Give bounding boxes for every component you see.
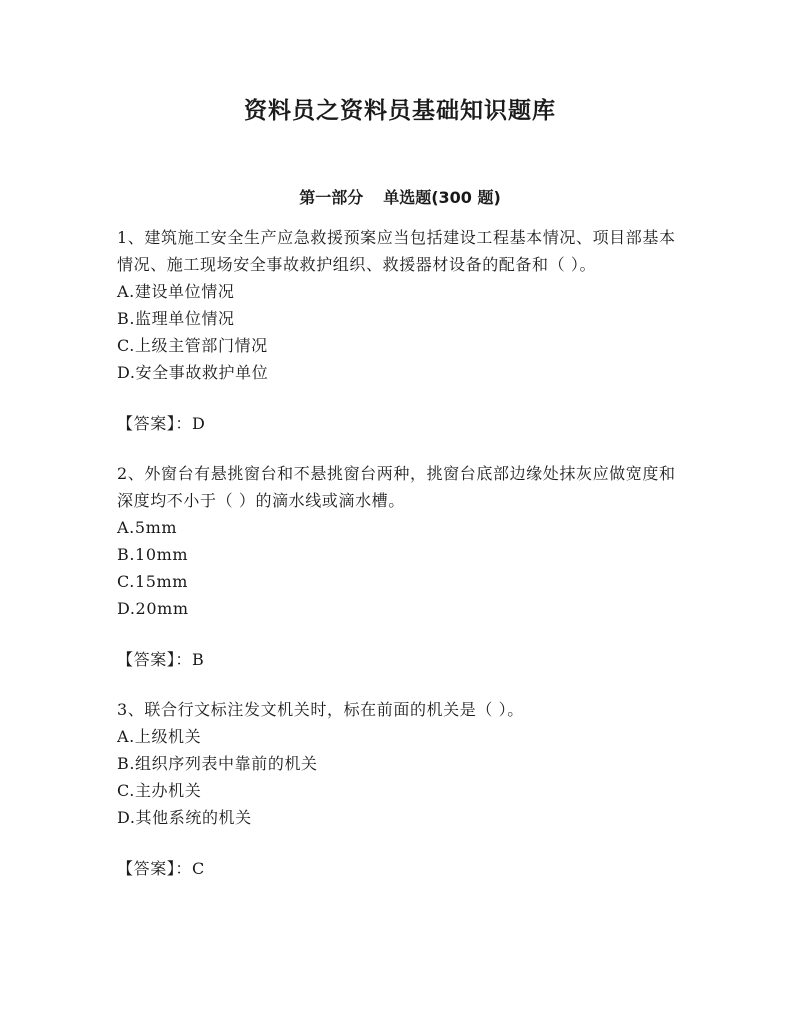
question-stem: 3、联合行文标注发文机关时，标在前面的机关是（ ）。 bbox=[117, 700, 524, 719]
option-b: B.10mm bbox=[117, 545, 189, 564]
option-b: B.组织序列表中靠前的机关 bbox=[117, 754, 318, 773]
option-c: C.主办机关 bbox=[117, 781, 202, 800]
document-title: 资料员之资料员基础知识题库 bbox=[244, 98, 556, 124]
option-d: D.其他系统的机关 bbox=[117, 808, 252, 827]
option-a: A.上级机关 bbox=[117, 727, 202, 746]
question-2 bbox=[117, 460, 685, 673]
question-stem: 2、外窗台有悬挑窗台和不悬挑窗台两种，挑窗台底部边缘处抹灰应做宽度和深度均不小于（ ）的滴水线或滴水槽。 bbox=[117, 464, 676, 510]
answer-line bbox=[117, 855, 685, 882]
option-a: A.建设单位情况 bbox=[117, 282, 235, 301]
option-d: D.20mm bbox=[117, 599, 189, 618]
answer-value: B bbox=[192, 650, 205, 669]
option-c: C.上级主管部门情况 bbox=[117, 336, 268, 355]
option-c: C.15mm bbox=[117, 572, 189, 591]
question-1 bbox=[117, 224, 685, 437]
section-heading bbox=[0, 185, 800, 208]
section-name: 单选题(300 题) bbox=[383, 188, 501, 207]
answer-line bbox=[117, 646, 685, 673]
answer-label: 【答案】： bbox=[117, 859, 193, 878]
option-d: D.安全事故救护单位 bbox=[117, 363, 269, 382]
question-stem: 1、建筑施工安全生产应急救援预案应当包括建设工程基本情况、项目部基本情况、施工现场安全事故救护组织、救援器材设备的配备和（ ）。 bbox=[117, 228, 676, 274]
section-part: 第一部分 bbox=[299, 188, 364, 207]
answer-line bbox=[117, 410, 685, 437]
answer-label: 【答案】： bbox=[117, 414, 193, 433]
question-list bbox=[117, 224, 685, 905]
question-3 bbox=[117, 696, 685, 882]
option-a: A.5mm bbox=[117, 518, 178, 537]
answer-value: C bbox=[192, 859, 205, 878]
answer-value: D bbox=[192, 414, 206, 433]
option-b: B.监理单位情况 bbox=[117, 309, 235, 328]
answer-label: 【答案】： bbox=[117, 650, 193, 669]
